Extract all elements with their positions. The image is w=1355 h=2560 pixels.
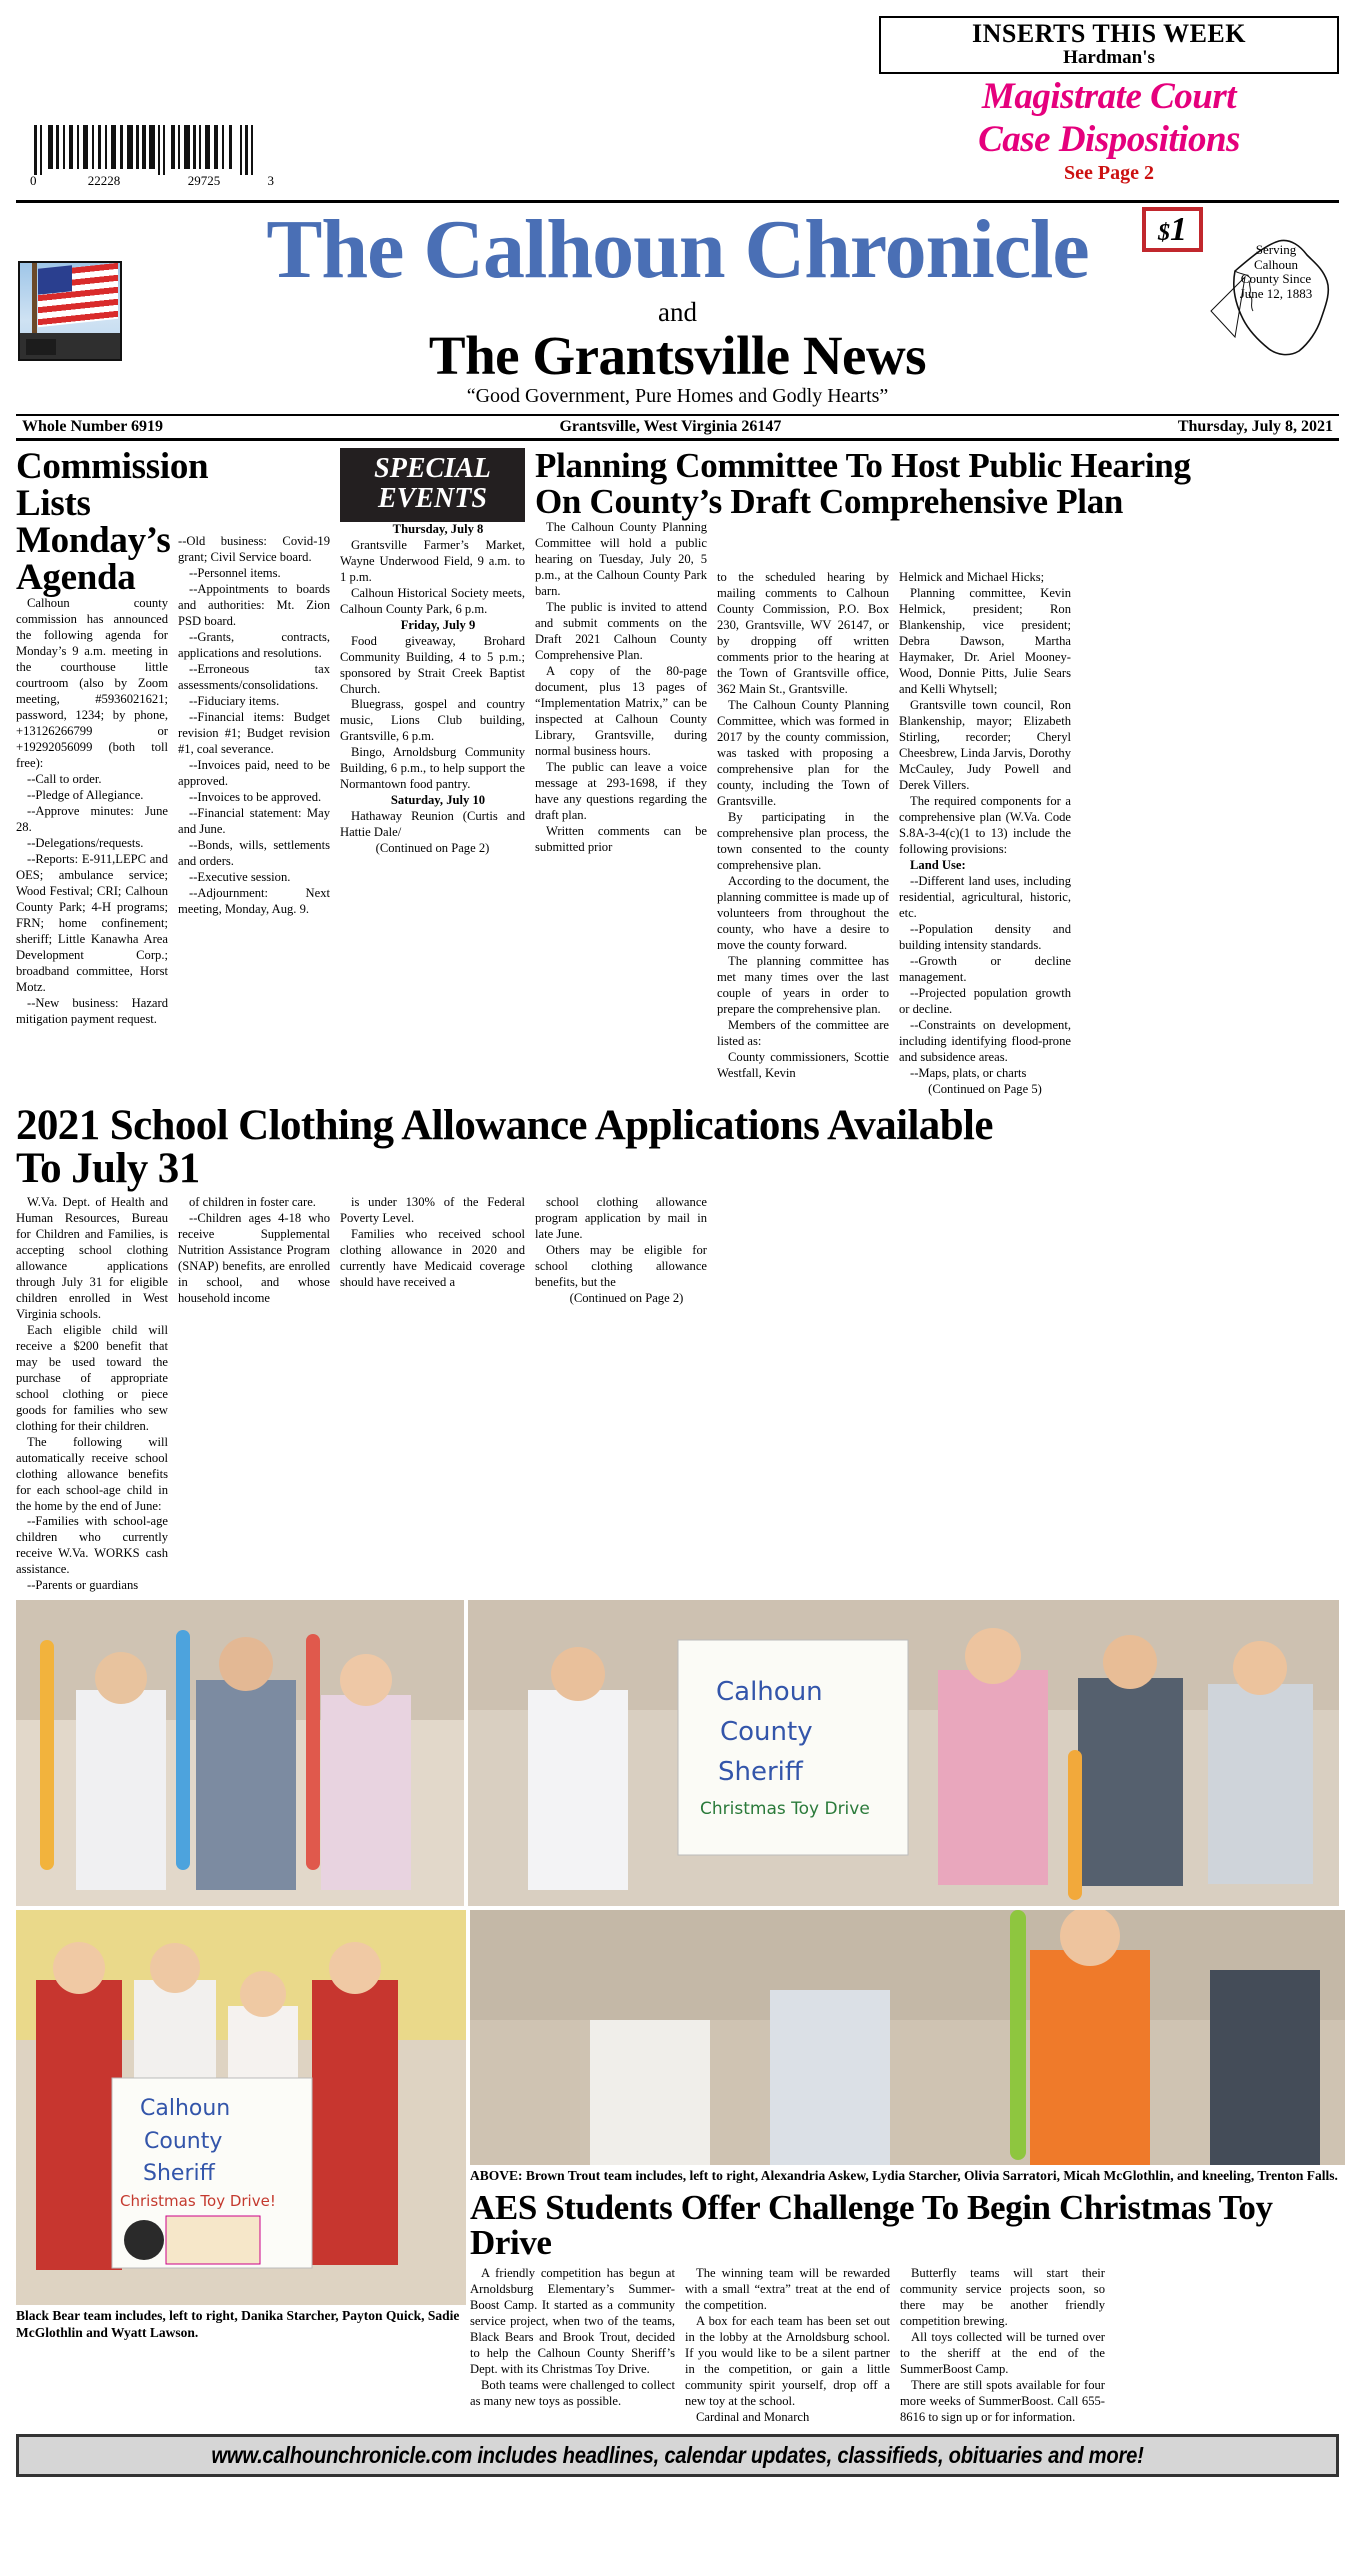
- paragraph: Calhoun county commission has announced the following agenda for Monday’s 9 a.m. meeting in the courthouse little courtroom (also by Zoom meeting, #5936021621; password, 1234; by phone, +13126266799 or +19292056099 (both toll free):: [16, 596, 168, 771]
- paragraph: The Calhoun County Planning Committee will hold a public hearing on Tuesday, July 20, 5 p.m., at the Calhoun County Park barn.: [535, 520, 707, 599]
- continued-link[interactable]: (Continued on Page 2): [375, 841, 490, 856]
- paragraph: A friendly competition has begun at Arnoldsburg Elementary’s Summer-Boost Camp. It started as a community service project, when two of the teams, Black Bears and Brook Trout, decided to help the Calhoun County Sheriff’s Dept. with its Christmas Toy Drive.: [470, 2265, 675, 2376]
- paragraph: --Call to order.: [27, 772, 102, 787]
- event-item: Grantsville Farmer’s Market, Wayne Underwood Field, 9 a.m. to 1 p.m.: [340, 537, 525, 584]
- paragraph: --Parents or guardians: [27, 1578, 139, 1593]
- folio-line: [16, 414, 1339, 441]
- caption-black-bear: Black Bear team includes, left to right, Danika Starcher, Payton Quick, Sadie McGlothlin and Wyatt Lawson.: [16, 2308, 460, 2340]
- brown-trout-team-with-sign-photo: [468, 1600, 1339, 1906]
- special-events-label-1: SPECIAL: [374, 453, 491, 485]
- paragraph: Butterfly teams will start their community service projects soon, so there may be another friendly competition brewing.: [900, 2265, 1105, 2328]
- clothing-body-col1: [16, 1195, 168, 1595]
- paragraph: --New business: Hazard mitigation payment request.: [16, 995, 168, 1026]
- website-promo-banner[interactable]: [16, 2434, 1339, 2477]
- paragraph: Planning committee, Kevin Helmick, president; Ron Blankenship, vice president; Debra Dawson, Martha Haymaker, Dr. Ariel Mooney-Wood, Donnie Pitts, Julie Sears and Kelli Whytsell;: [899, 586, 1071, 697]
- paragraph: The public can leave a voice message at 293-1698, if they have any questions regarding the draft plan.: [535, 760, 707, 823]
- paragraph: The planning committee has met many times over the last couple of years in order to prepare the comprehensive plan.: [717, 953, 889, 1016]
- clothing-body-col4: [535, 1195, 707, 1595]
- american-flag-icon: [18, 261, 122, 361]
- svg-text:Christmas Toy Drive: Christmas Toy Drive: [699, 1799, 870, 1820]
- event-item: Bingo, Arnoldsburg Community Building, 6 p.m., to help support the Normantown food pantry.: [340, 745, 525, 792]
- publication-location: Grantsville, West Virginia 26147: [559, 418, 782, 436]
- paragraph: --Reports: E-911,LEPC and OES; ambulance service; Wood Festival; CRI; Calhoun County Park; 4-H programs; FRN; home confinement; sheriff; Little Kanawha Area Development Corp.; broadband committee, Horst Motz.: [16, 852, 168, 994]
- paragraph: Families who received school clothing allowance in 2020 and currently have Medicaid coverage should have received a: [340, 1226, 525, 1289]
- news-columns: [16, 448, 1339, 1097]
- paragraph: school clothing allowance program application by mail in late June.: [535, 1194, 707, 1241]
- clothing-body-col3: [340, 1195, 525, 1595]
- paragraph: --Invoices paid, need to be approved.: [178, 758, 330, 789]
- special-events-body: [340, 522, 525, 858]
- inserts-advertiser: Hardman's: [1063, 46, 1155, 68]
- paragraph: Members of the committee are listed as:: [717, 1017, 889, 1048]
- svg-text:Sheriff: Sheriff: [717, 1757, 803, 1788]
- paragraph: --Erroneous tax assessments/consolidations.: [178, 662, 330, 693]
- svg-text:County: County: [144, 2129, 223, 2155]
- svg-text:Sheriff: Sheriff: [143, 2161, 215, 2187]
- svg-text:Calhoun: Calhoun: [140, 2096, 231, 2122]
- paragraph: Helmick and Michael Hicks;: [899, 570, 1045, 585]
- masthead-subtitle: The Grantsville News: [428, 325, 927, 387]
- paragraph: --Financial items: Budget revision #1; Budget revision #1, coal severance.: [178, 710, 330, 757]
- paragraph: of children in foster care.: [189, 1194, 316, 1209]
- paragraph: Others may be eligible for school clothing allowance benefits, but the: [535, 1242, 707, 1289]
- paragraph: --Pledge of Allegiance.: [27, 788, 144, 803]
- column-commission-1: [16, 446, 209, 1097]
- page-title: The Calhoun Chronicle: [266, 203, 1089, 296]
- event-day: Friday, July 9: [400, 617, 476, 632]
- inserts-promo-block: [879, 16, 1339, 185]
- paragraph: According to the document, the planning committee is made up of volunteers from throughout the county, who have a desire to move the county forward.: [717, 874, 889, 952]
- continued-link[interactable]: (Continued on Page 2): [569, 1290, 684, 1305]
- aes-body-col1: [470, 2266, 675, 2426]
- event-item: Hathaway Reunion (Curtis and Hattie Dale/: [340, 809, 525, 840]
- column-commission-2: [178, 448, 330, 1097]
- caption-brown-trout: ABOVE: Brown Trout team includes, left to right, Alexandria Askew, Lydia Starcher, Olivia Sarratori, Micah McGlothlin, and kneeling, Trenton Falls.: [470, 2168, 1338, 2184]
- continued-link[interactable]: (Continued on Page 5): [928, 1081, 1042, 1096]
- svg-text:Calhoun: Calhoun: [715, 1677, 823, 1708]
- whole-number: Whole Number 6919: [22, 418, 164, 436]
- paragraph: Both teams were challenged to collect as many new toys as possible.: [470, 2377, 675, 2408]
- paragraph: --Adjournment: Next meeting, Monday, Aug. 9.: [178, 885, 330, 916]
- paragraph: --Old business: Covid-19 grant; Civil Service board.: [178, 534, 330, 565]
- special-events-label-2: EVENTS: [378, 482, 487, 514]
- promo-line-2: Case Dispositions: [978, 118, 1240, 160]
- paragraph: --Approve minutes: June 28.: [16, 804, 168, 835]
- paragraph: --Delegations/requests.: [27, 836, 144, 851]
- paragraph: Land Use:: [910, 858, 966, 873]
- paragraph: --Financial statement: May and June.: [178, 806, 330, 837]
- paragraph: --Families with school-age children who currently receive W.Va. WORKS cash assistance.: [16, 1514, 168, 1577]
- paragraph: --Projected population growth or decline.: [899, 985, 1071, 1016]
- paragraph: W.Va. Dept. of Health and Human Resources, Bureau for Children and Families, is accepting school clothing allowance applications through July 31 for eligible children enrolled in West Virginia schools.: [16, 1194, 168, 1321]
- right-photo-and-aes-story: [470, 1910, 1345, 2425]
- aes-body-col2: [685, 2266, 890, 2426]
- event-item: Calhoun Historical Society meets, Calhoun County Park, 6 p.m.: [340, 585, 525, 616]
- paragraph: --Personnel items.: [189, 566, 281, 581]
- headline-aes-toy-drive: AES Students Offer Challenge To Begin Christmas Toy Drive: [470, 2187, 1273, 2263]
- planning-body-col2: [717, 570, 889, 1082]
- paragraph: Written comments can be submitted prior: [535, 824, 707, 855]
- paragraph: --Maps, plats, or charts: [910, 1065, 1027, 1080]
- top-strip: [16, 0, 1339, 200]
- headline-commission: Commission Lists Monday’s Agenda: [16, 446, 209, 599]
- paragraph: --Executive session.: [189, 869, 291, 884]
- clothing-allowance-story: [16, 1101, 1339, 1595]
- inserts-box: [879, 16, 1339, 74]
- aes-columns: [470, 2266, 1345, 2426]
- event-item: Bluegrass, gospel and country music, Lions Club building, Grantsville, 6 p.m.: [340, 697, 525, 744]
- paragraph: The required components for a comprehensive plan (W.Va. Code S.8A-3-4(c)(1 to 13) include the following provisions:: [899, 794, 1071, 857]
- paragraph: --Population density and building intensity standards.: [899, 921, 1071, 952]
- publication-date: Thursday, July 8, 2021: [1177, 418, 1333, 436]
- barcode-digits: [30, 173, 274, 189]
- see-page-reference: See Page 2: [1064, 162, 1154, 185]
- paragraph: The public is invited to attend and submit comments on the Draft 2021 Calhoun County Comprehensive Plan.: [535, 600, 707, 663]
- paragraph: All toys collected will be turned over to the sheriff at the end of the SummerBoost Camp.: [900, 2329, 1105, 2376]
- paragraph: By participating in the comprehensive plan process, the town consented to the county comprehensive plan.: [717, 810, 889, 873]
- event-item: Food giveaway, Brohard Community Building, 4 to 5 p.m.; sponsored by Strait Creek Baptist Church.: [340, 633, 525, 696]
- paragraph: --Bonds, wills, settlements and orders.: [178, 838, 330, 868]
- paragraph: There are still spots available for four more weeks of SummerBoost. Call 655-8616 to sign up or for information.: [900, 2377, 1105, 2424]
- serving-since-text: Serving Calhoun County Since June 12, 1883: [1239, 242, 1313, 301]
- column-special-events: [340, 448, 525, 1097]
- masthead: [16, 200, 1339, 441]
- barcode-digit-2: 22228: [87, 173, 121, 188]
- paragraph: --Different land uses, including residential, agricultural, historic, etc.: [899, 874, 1071, 920]
- paragraph: A copy of the 80-page document, plus 13 pages of “Implementation Matrix,” can be inspected at Calhoun County Library, Grantsville, during normal business hours.: [535, 664, 707, 759]
- barcode-digit-3: 29725: [187, 173, 221, 188]
- event-day: Saturday, July 10: [390, 793, 486, 808]
- photo-row-bottom: [16, 1910, 1339, 2425]
- masthead-and: and: [658, 297, 697, 328]
- paragraph: County commissioners, Scottie Westfall, Kevin: [717, 1049, 889, 1080]
- headline-clothing-allowance: 2021 School Clothing Allowance Applications Available To July 31: [16, 1101, 993, 1192]
- svg-text:County: County: [719, 1717, 813, 1748]
- paragraph: --Grants, contracts, applications and resolutions.: [178, 630, 330, 661]
- paragraph: --Children ages 4-18 who receive Supplemental Nutrition Assistance Program (SNAP) benefits, are enrolled in school, and whose household income: [178, 1210, 330, 1305]
- paragraph: --Invoices to be approved.: [189, 790, 322, 805]
- barcode-digit-1: 0: [30, 173, 37, 188]
- photo-section: [16, 1600, 1339, 2425]
- photo-row-top: [16, 1600, 1339, 1906]
- aes-body-col3: [900, 2266, 1105, 2426]
- price-value: 1: [1170, 211, 1187, 248]
- barcode-icon: [30, 125, 260, 175]
- paragraph: The Calhoun County Planning Committee, which was formed in 2017 by the county commission, was tasked with proposing a comprehensive plan for the county, including the Town of Grantsville.: [717, 698, 889, 809]
- paragraph: to the scheduled hearing by mailing comments to Calhoun County Commission, P.O. Box 230, Grantsville, WV 26147, or by dropping off written comments prior to the hearing at the Town of Grantsville office, 362 Main St., Grantsville.: [717, 570, 889, 697]
- price-badge: [1142, 207, 1203, 252]
- paragraph: --Fiduciary items.: [189, 694, 280, 709]
- paragraph: A box for each team has been set out in the lobby at the Arnoldsburg school. If you would like to be a silent partner in the competition, or gain a little community spirit yourself, drop off a new toy at the school.: [685, 2313, 890, 2408]
- svg-text:Christmas Toy Drive!: Christmas Toy Drive!: [120, 2192, 276, 2211]
- black-bear-team-with-sign-photo: [16, 1910, 466, 2305]
- event-day: Thursday, July 8: [392, 521, 484, 536]
- inserts-title: INSERTS THIS WEEK: [972, 19, 1246, 48]
- barcode-block: [30, 125, 280, 189]
- price-symbol: $: [1158, 220, 1170, 246]
- paragraph: Cardinal and Monarch: [696, 2409, 810, 2424]
- barcode-digit-4: 3: [267, 173, 274, 188]
- planning-body-col1: [535, 520, 707, 856]
- paragraph: is under 130% of the Federal Poverty Level.: [340, 1194, 525, 1225]
- paragraph: The winning team will be rewarded with a small “extra” treat at the end of the competition.: [685, 2265, 890, 2312]
- special-events-badge: [340, 448, 525, 521]
- paragraph: Each eligible child will receive a $200 benefit that may be used toward the purchase of appropriate school clothing or piece goods for families who sew clothing for their children.: [16, 1322, 168, 1433]
- column-planning-2: [717, 448, 889, 1097]
- website-promo-text: www.calhounchronicle.com includes headlines, calendar updates, classifieds, obituaries and more!: [211, 2441, 1144, 2468]
- headline-planning: Planning Committee To Host Public Hearing On County’s Draft Comprehensive Plan: [535, 446, 1191, 522]
- paragraph: The following will automatically receive school clothing allowance benefits for each school-age child in the home by the end of June:: [16, 1434, 168, 1513]
- planning-body-col3: [899, 570, 1071, 1097]
- promo-line-1: Magistrate Court: [981, 76, 1237, 118]
- column-planning-3: [899, 448, 1071, 1097]
- masthead-motto: “Good Government, Pure Homes and Godly Hearts”: [466, 385, 889, 408]
- commission-body-col1: [16, 596, 168, 1028]
- clothing-body-col2: [178, 1195, 330, 1595]
- commission-body-col2: [178, 534, 330, 918]
- students-holding-pool-noodles-photo: [16, 1600, 464, 1906]
- paragraph: --Constraints on development, including identifying flood-prone and subsidence areas.: [899, 1017, 1071, 1064]
- paragraph: --Appointments to boards and authorities: Mt. Zion PSD board.: [178, 582, 330, 629]
- clothing-columns: [16, 1195, 1339, 1595]
- paragraph: --Growth or decline management.: [899, 953, 1071, 984]
- west-virginia-map-icon: [1205, 219, 1337, 359]
- boy-with-noodle-photo: [470, 1910, 1345, 2165]
- paragraph: Grantsville town council, Ron Blankenship, mayor; Elizabeth Stirling, recorder; Cheryl Cheesbrew, Linda Jarvis, Dorothy McCauley, Judy Powell and Derek Villers.: [899, 698, 1071, 793]
